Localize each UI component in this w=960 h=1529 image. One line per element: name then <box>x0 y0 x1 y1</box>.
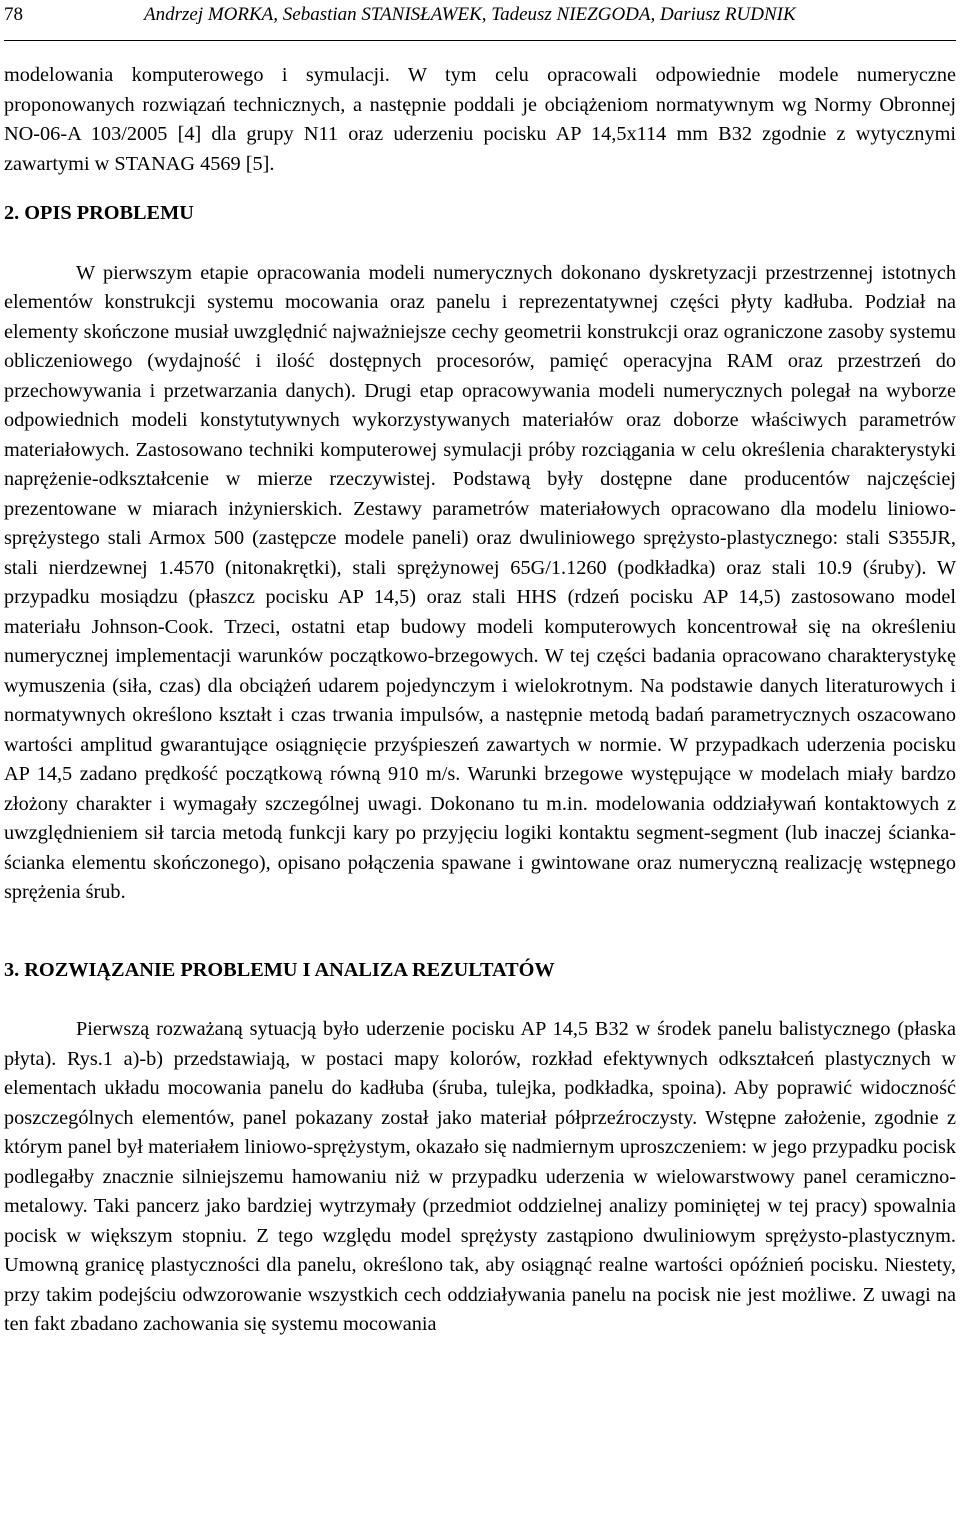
running-header <box>4 0 956 41</box>
section-heading-rozwiazanie-problemu: 3. ROZWIĄZANIE PROBLEMU I ANALIZA REZULTATÓW <box>4 958 555 981</box>
section-2-paragraph: W pierwszym etapie opracowania modeli numerycznych dokonano dyskretyzacji przestrzennej istotnych elementów konstrukcji systemu mocowania oraz panelu i reprezentatywnej części płyty kadłuba. Podział na elementy skończone musiał uwzględnić najważniejsze cechy geometrii konstrukcji oraz ograniczone zasoby systemu obliczeniowego (wydajność i ilość dostępnych procesorów, pamięć operacyjna RAM oraz przestrzeń do przechowywania i przetwarzania danych). Drugi etap opracowywania modeli numerycznych polegał na wyborze odpowiednich modeli konstytutywnych wykorzystywanych materiałów oraz doborze właściwych parametrów materiałowych. Zastosowano techniki komputerowej symulacji próby rozciągania w celu określenia charakterystyki naprężenie-odkształcenie w mierze rzeczywistej. Podstawą były dostępne dane producentów najczęściej prezentowane w miarach inżynierskich. Zestawy parametrów materiałowych opracowano dla modelu liniowo-sprężystego stali Armox 500 (zastępcze modele paneli) oraz dwuliniowego sprężysto-plastycznego: stali S355JR, stali nierdzewnej 1.4570 (nitonakrętki), stali sprężynowej 65G/1.1260 (podkładka) oraz stali 10.9 (śruby). W przypadku mosiądzu (płaszcz pocisku AP 14,5) oraz stali HHS (rdzeń pocisku AP 14,5) zastosowano model materiału Johnson-Cook. Trzeci, ostatni etap budowy modeli komputerowych koncentrował się na określeniu numerycznej implementacji warunków początkowo-brzegowych. W tej części badania opracowano charakterystykę wymuszenia (siła, czas) dla obciążeń udarem pojedynczym i wielokrotnym. Na podstawie danych literaturowych i normatywnych określono kształt i czas trwania impulsów, a następnie metodą badań parametrycznych oszacowano wartości amplitud gwarantujące osiągnięcie przyśpieszeń zawartych w normie. W przypadkach uderzenia pocisku AP 14,5 zadano prędkość początkową równą 910 m/s. Warunki brzegowe występujące w modelach miały bardzo złożony charakter i wymagały szczególnej uwagi. Dokonano tu m.in. modelowania oddziaływań kontaktowych z uwzględnieniem sił tarcia metodą funkcji kary po przyjęciu logiki kontaktu segment-segment (lub inaczej ścianka-ścianka elementu skończonego), opisano połączenia spawane i gwintowane oraz numeryczną realizację wstępnego sprężenia śrub. <box>4 261 956 903</box>
intro-paragraph: modelowania komputerowego i symulacji. W tym celu opracowali odpowiednie modele numeryczne proponowanych rozwiązań technicznych, a następnie poddali je obciążeniom normatywnym wg Normy Obronnej NO-06-A 103/2005 [4] dla grupy N11 oraz uderzeniu pocisku AP 14,5x114 mm B32 zgodnie z wytycznymi zawartymi w STANAG 4569 [5]. <box>4 64 956 175</box>
page-number: 78 <box>4 4 23 25</box>
section-3-paragraph: Pierwszą rozważaną sytuacją było uderzenie pocisku AP 14,5 B32 w środek panelu balistycznego (płaska płyta). Rys.1 a)-b) przedstawiają, w postaci mapy kolorów, rozkład efektywnych odkształceń plastycznych w elementach układu mocowania panelu do kadłuba (śruba, tulejka, podkładka, spoina). Aby poprawić widoczność poszczególnych elementów, panel pokazany został jako materiał półprzeźroczysty. Wstępne założenie, zgodnie z którym panel był materiałem liniowo-sprężystym, okazało się nadmiernym uproszczeniem: w jego przypadku pocisk podlegałby znacznie silniejszemu hamowaniu niż w przypadku uderzenia w wielowarstwowy panel ceramiczno-metalowy. Taki pancerz jako bardziej wytrzymały (przedmiot oddzielnej analizy pominiętej w tej pracy) spowalnia pocisk w większym stopniu. Z tego względu model sprężysty zastąpiono dwuliniowym sprężysto-plastycznym. Umowną granicę plastyczności dla panelu, określono tak, aby osiągnąć realne wartości opóźnień pocisku. Niestety, przy takim podejściu odwzorowanie wszystkich cech oddziaływania panelu na pocisk nie jest możliwe. Z uwagi na ten fakt zbadano zachowania się systemu mocowania <box>4 1018 956 1335</box>
page <box>4 0 956 1340</box>
section-heading-opis-problemu: 2. OPIS PROBLEMU <box>4 202 194 224</box>
running-header-authors: Andrzej MORKA, Sebastian STANISŁAWEK, Tadeusz NIEZGODA, Dariusz RUDNIK <box>144 4 796 25</box>
